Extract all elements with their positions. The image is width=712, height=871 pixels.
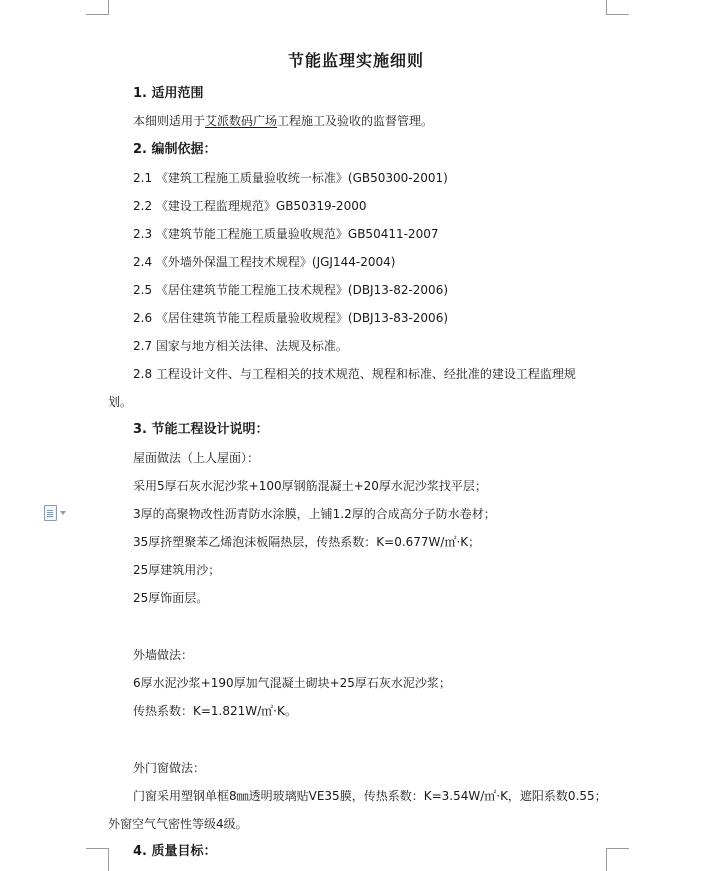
margin-mark-bottom-right [606, 848, 629, 871]
window-line: 外门窗做法： [133, 761, 206, 775]
document-icon [44, 505, 57, 521]
margin-mark-top-left [86, 0, 109, 15]
wall-line: 6厚水泥沙浆+190厚加气混凝土砌块+25厚石灰水泥沙浆； [133, 676, 451, 690]
paragraph-options-icon[interactable] [44, 504, 74, 522]
basis-item: 2.7 国家与地方相关法律、法规及标准。 [133, 339, 348, 353]
basis-item: 2.4 《外墙外保温工程技术规程》(JGJ144-2004) [133, 255, 396, 269]
roof-line: 3厚的高聚物改性沥青防水涂膜，上铺1.2厚的合成高分子防水卷材； [133, 507, 496, 521]
window-line-continued: 外窗空气气密性等级4级。 [108, 817, 248, 831]
basis-item: 2.6 《居住建筑节能工程质量验收规程》(DBJ13-83-2006) [133, 311, 449, 325]
roof-line: 35厚挤塑聚苯乙烯泡沫板隔热层，传热系数：K=0.677W/㎡·K； [133, 535, 481, 549]
chevron-down-icon [60, 511, 66, 515]
margin-mark-bottom-left [86, 848, 109, 871]
scope-text-post: 工程施工及验收的监督管理。 [277, 114, 434, 128]
section-1-heading: 1. 适用范围 [133, 86, 204, 101]
section-4-heading: 4. 质量目标： [133, 844, 217, 859]
margin-mark-top-right [606, 0, 629, 15]
project-name: 艾派数码广场 [205, 114, 278, 128]
basis-item: 2.2 《建设工程监理规范》GB50319-2000 [133, 199, 367, 213]
basis-item: 2.1 《建筑工程施工质量验收统一标准》(GB50300-2001) [133, 171, 448, 185]
window-line: 门窗采用塑钢单框8㎜透明玻璃贴VE35膜，传热系数：K=3.54W/㎡·K，遮阳系数0.55； [133, 789, 607, 803]
basis-item: 2.5 《居住建筑节能工程施工技术规程》(DBJ13-82-2006) [133, 283, 449, 297]
document-title: 节能监理实施细则 [287, 51, 424, 70]
section-2-heading: 2. 编制依据： [133, 142, 217, 157]
wall-line: 外墙做法： [133, 648, 194, 662]
section-1-text [133, 113, 433, 129]
roof-line: 采用5厚石灰水泥沙浆+100厚钢筋混凝土+20厚水泥沙浆找平层； [133, 479, 487, 493]
section-3-heading: 3. 节能工程设计说明： [133, 422, 269, 437]
basis-item: 2.8 工程设计文件、与工程相关的技术规范、规程和标准、经批准的建设工程监理规 [133, 367, 576, 381]
roof-line: 25厚饰面层。 [133, 591, 209, 605]
wall-line: 传热系数：K=1.821W/㎡·K。 [133, 704, 297, 718]
scope-text-pre: 本细则适用于 [133, 114, 206, 128]
basis-item-continued: 划。 [108, 395, 133, 409]
roof-line: 25厚建筑用沙； [133, 563, 221, 577]
roof-line: 屋面做法（上人屋面）： [133, 451, 260, 465]
basis-item: 2.3 《建筑节能工程施工质量验收规范》GB50411-2007 [133, 227, 439, 241]
